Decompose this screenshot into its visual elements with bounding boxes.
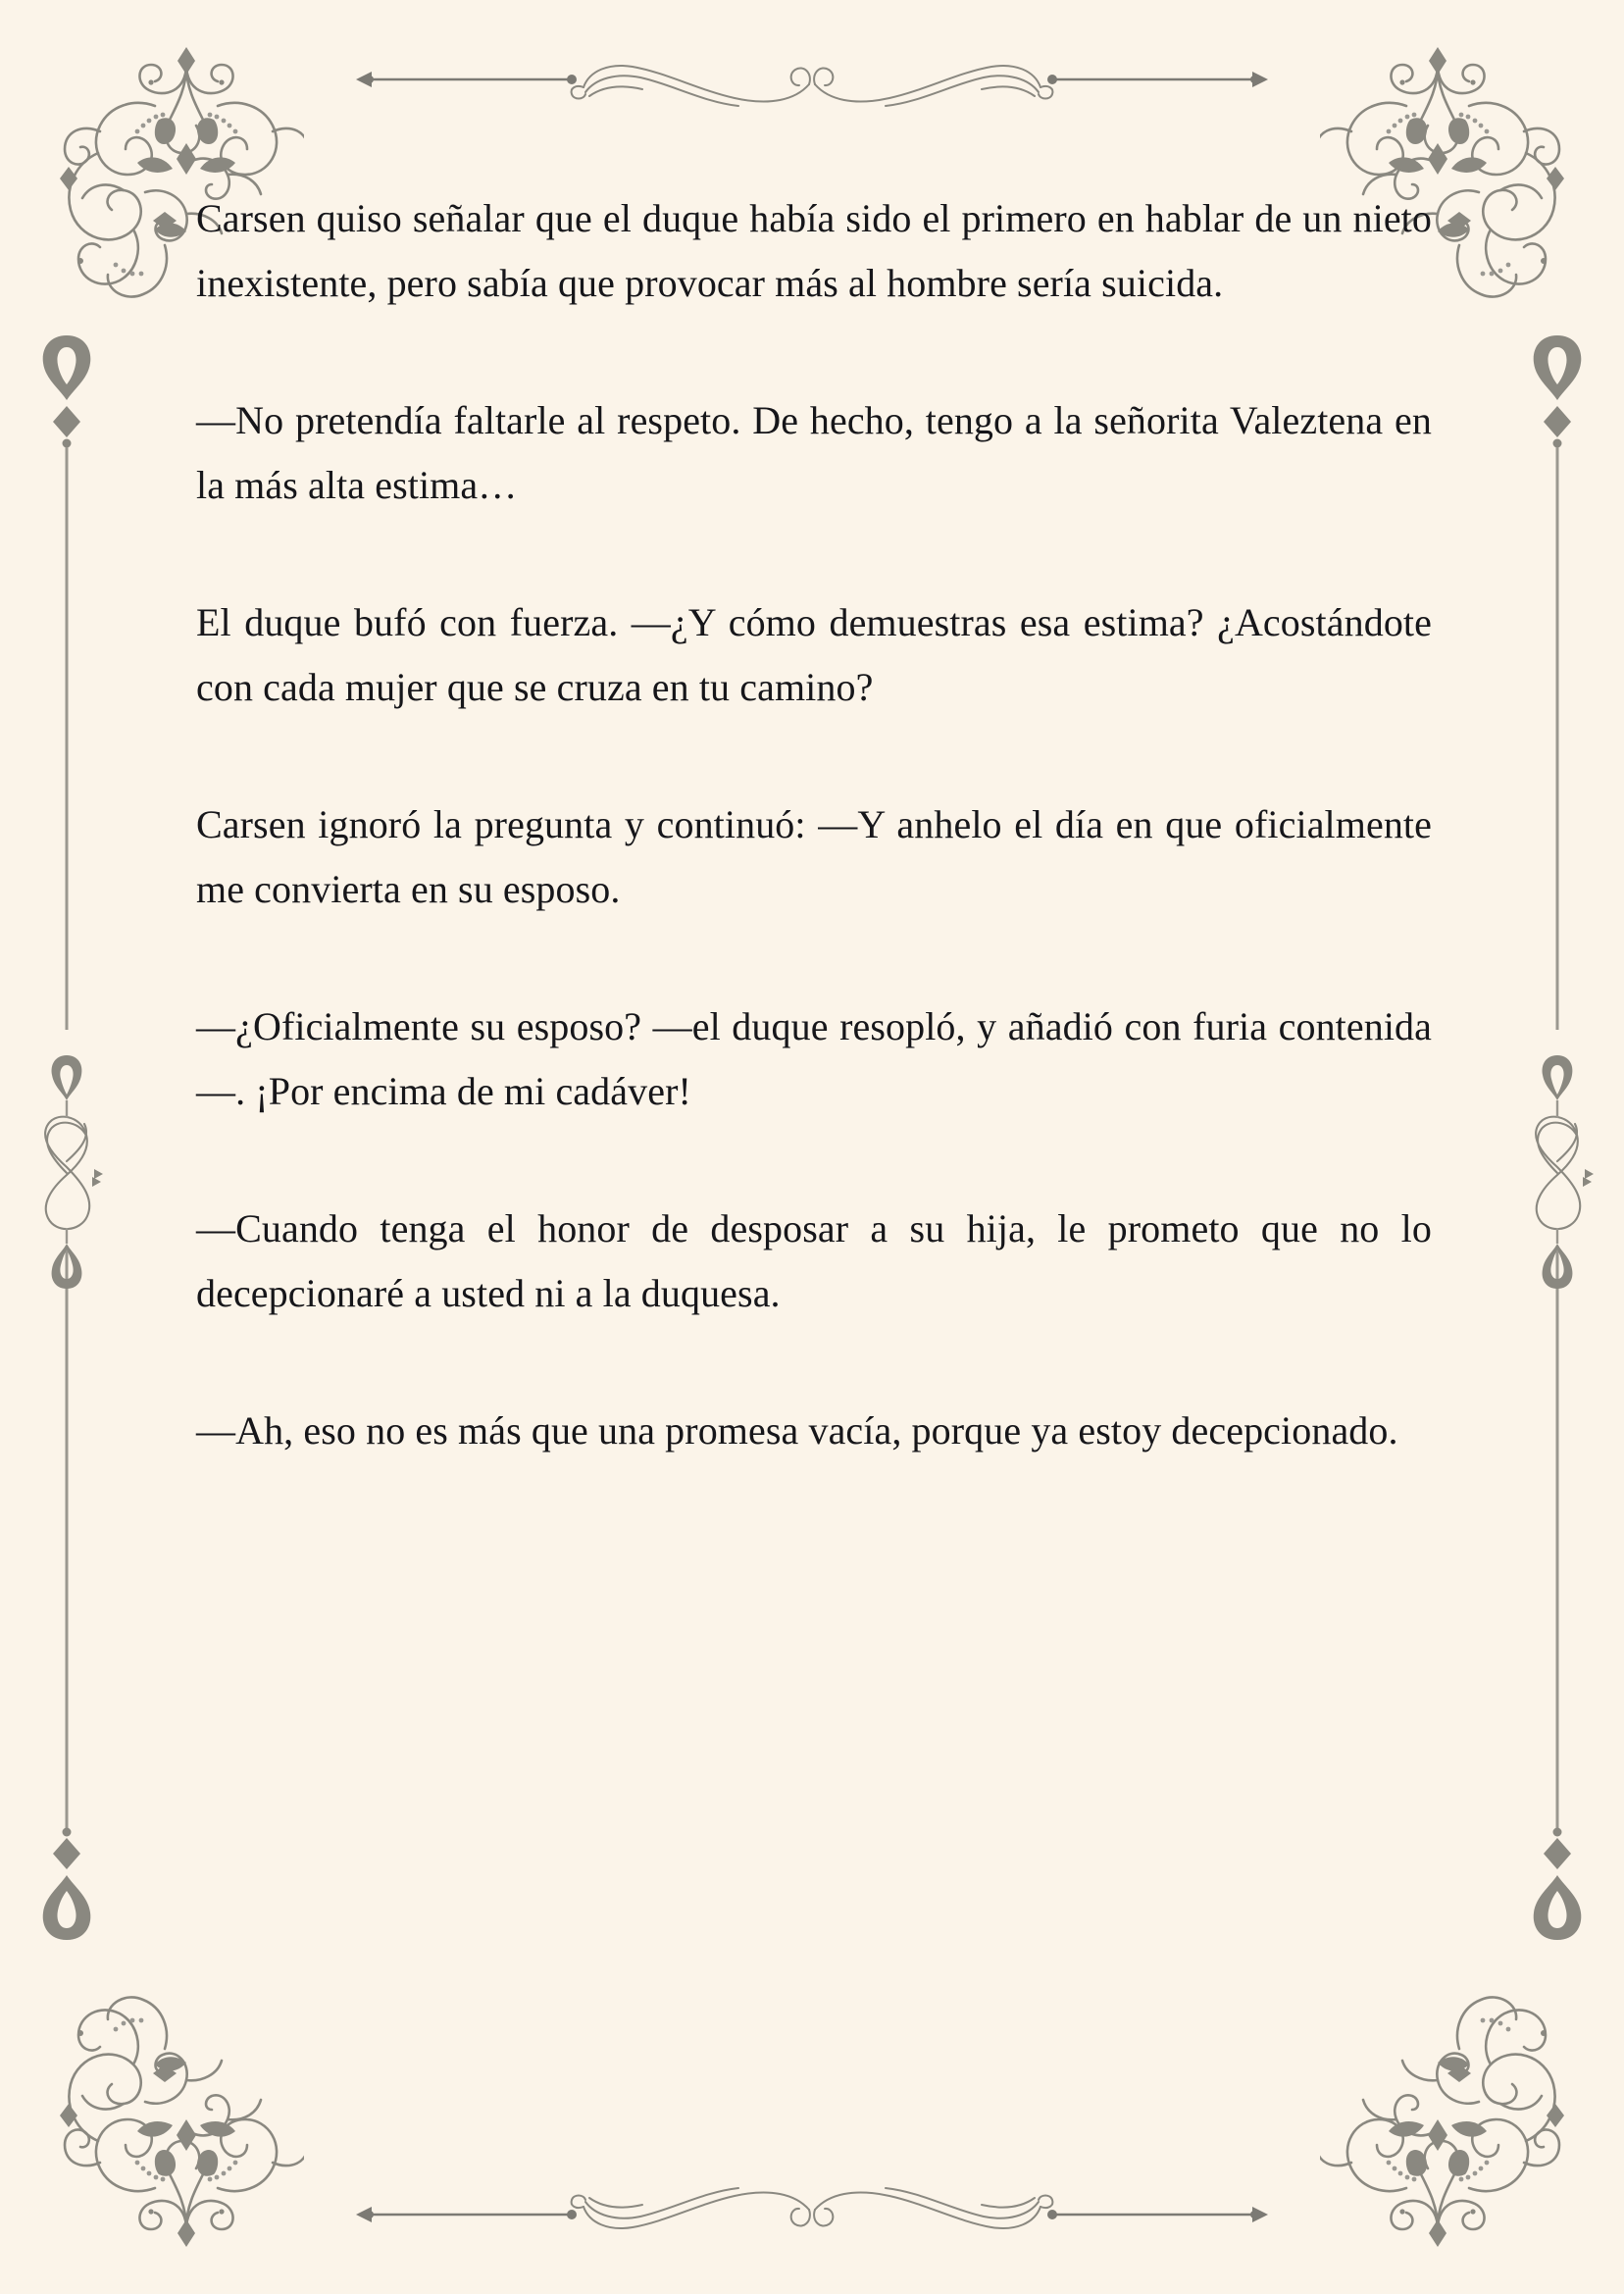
paragraph: —Cuando tenga el honor de desposar a su hija, le prometo que no lo decepcionaré a usted ni a la duquesa. — [196, 1206, 1432, 1315]
paragraph: —No pretendía faltarle al respeto. De hecho, tengo a la señorita Valeztena en la más alta estima… — [196, 398, 1432, 507]
infinity-knot-right-icon — [1518, 1049, 1597, 1295]
paragraph: Carsen ignoró la pregunta y continuó: —Y anhelo el día en que oficialmente me convierta en su esposo. — [196, 802, 1432, 911]
divider-top-icon — [327, 45, 1297, 114]
paragraph: —¿Oficialmente su esposo? —el duque resopló, y añadió con furia contenida—. ¡Por encima de mi cadáver! — [196, 1004, 1432, 1113]
paragraph: —Ah, eso no es más que una promesa vacía, porque ya estoy decepcionado. — [196, 1408, 1398, 1453]
infinity-knot-left-icon — [27, 1049, 106, 1295]
paragraph: Carsen quiso señalar que el duque había sido el primero en hablar de un nieto inexistente, pero sabía que provocar más al hombre sería suicida. — [196, 196, 1432, 305]
page-body — [196, 186, 1432, 1463]
corner-flourish-bottom-right-icon — [1320, 1992, 1585, 2257]
divider-bottom-icon — [327, 2180, 1297, 2249]
corner-flourish-bottom-left-icon — [39, 1992, 304, 2257]
rail-right-lower-icon — [1518, 1246, 1597, 1952]
rail-left-lower-icon — [27, 1246, 106, 1952]
paragraph: El duque bufó con fuerza. —¿Y cómo demuestras esa estima? ¿Acostándote con cada mujer que se cruza en tu camino? — [196, 600, 1432, 709]
rail-left-upper-icon — [27, 324, 106, 1030]
rail-right-upper-icon — [1518, 324, 1597, 1030]
